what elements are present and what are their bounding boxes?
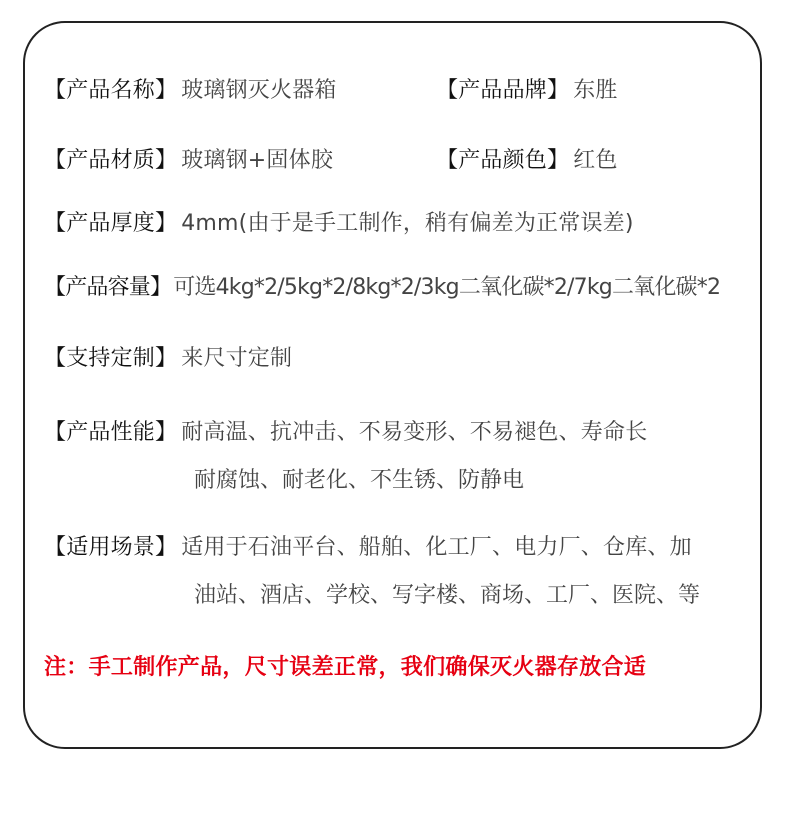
spec-value-performance-line2: 耐腐蚀、耐老化、不生锈、防静电 <box>194 468 525 493</box>
spec-row-custom <box>44 343 292 375</box>
spec-label-name: 【产品名称】 <box>44 78 178 103</box>
spec-row-thickness <box>44 208 634 240</box>
spec-label-performance: 【产品性能】 <box>44 420 178 445</box>
spec-value-name: 玻璃钢灭火器箱 <box>181 78 337 103</box>
spec-value-scenes-line1: 适用于石油平台、船舶、化工厂、电力厂、仓库、加 <box>181 535 692 560</box>
spec-value-color: 红色 <box>573 148 618 173</box>
spec-value-custom: 来尺寸定制 <box>181 346 293 371</box>
spec-row-material <box>44 145 333 177</box>
spec-label-brand: 【产品品牌】 <box>436 78 570 103</box>
spec-row-capacity <box>44 272 720 304</box>
spec-row-scenes <box>44 532 692 564</box>
spec-label-thickness: 【产品厚度】 <box>44 211 178 236</box>
spec-label-scenes: 【适用场景】 <box>44 535 178 560</box>
spec-label-color: 【产品颜色】 <box>436 148 570 173</box>
spec-row-brand <box>436 75 618 107</box>
spec-row-color <box>436 145 618 177</box>
spec-value-thickness: 4mm(由于是手工制作，稍有偏差为正常误差) <box>181 211 634 236</box>
spec-card <box>23 21 762 749</box>
spec-label-material: 【产品材质】 <box>44 148 178 173</box>
spec-label-custom: 【支持定制】 <box>44 346 178 371</box>
spec-value-material: 玻璃钢+固体胶 <box>181 148 334 173</box>
spec-value-capacity: 可选4kg*2/5kg*2/8kg*2/3kg二氧化碳*2/7kg二氧化碳*2 <box>173 275 721 300</box>
handmade-note: 注：手工制作产品，尺寸误差正常，我们确保灭火器存放合适 <box>44 655 647 680</box>
spec-label-capacity: 【产品容量】 <box>44 275 172 300</box>
spec-row-performance <box>44 417 647 449</box>
spec-value-brand: 东胜 <box>573 78 618 103</box>
spec-value-scenes-line2: 油站、酒店、学校、写字楼、商场、工厂、医院、等 <box>194 583 701 608</box>
spec-value-performance-line1: 耐高温、抗冲击、不易变形、不易褪色、寿命长 <box>181 420 648 445</box>
spec-row-name <box>44 75 337 107</box>
